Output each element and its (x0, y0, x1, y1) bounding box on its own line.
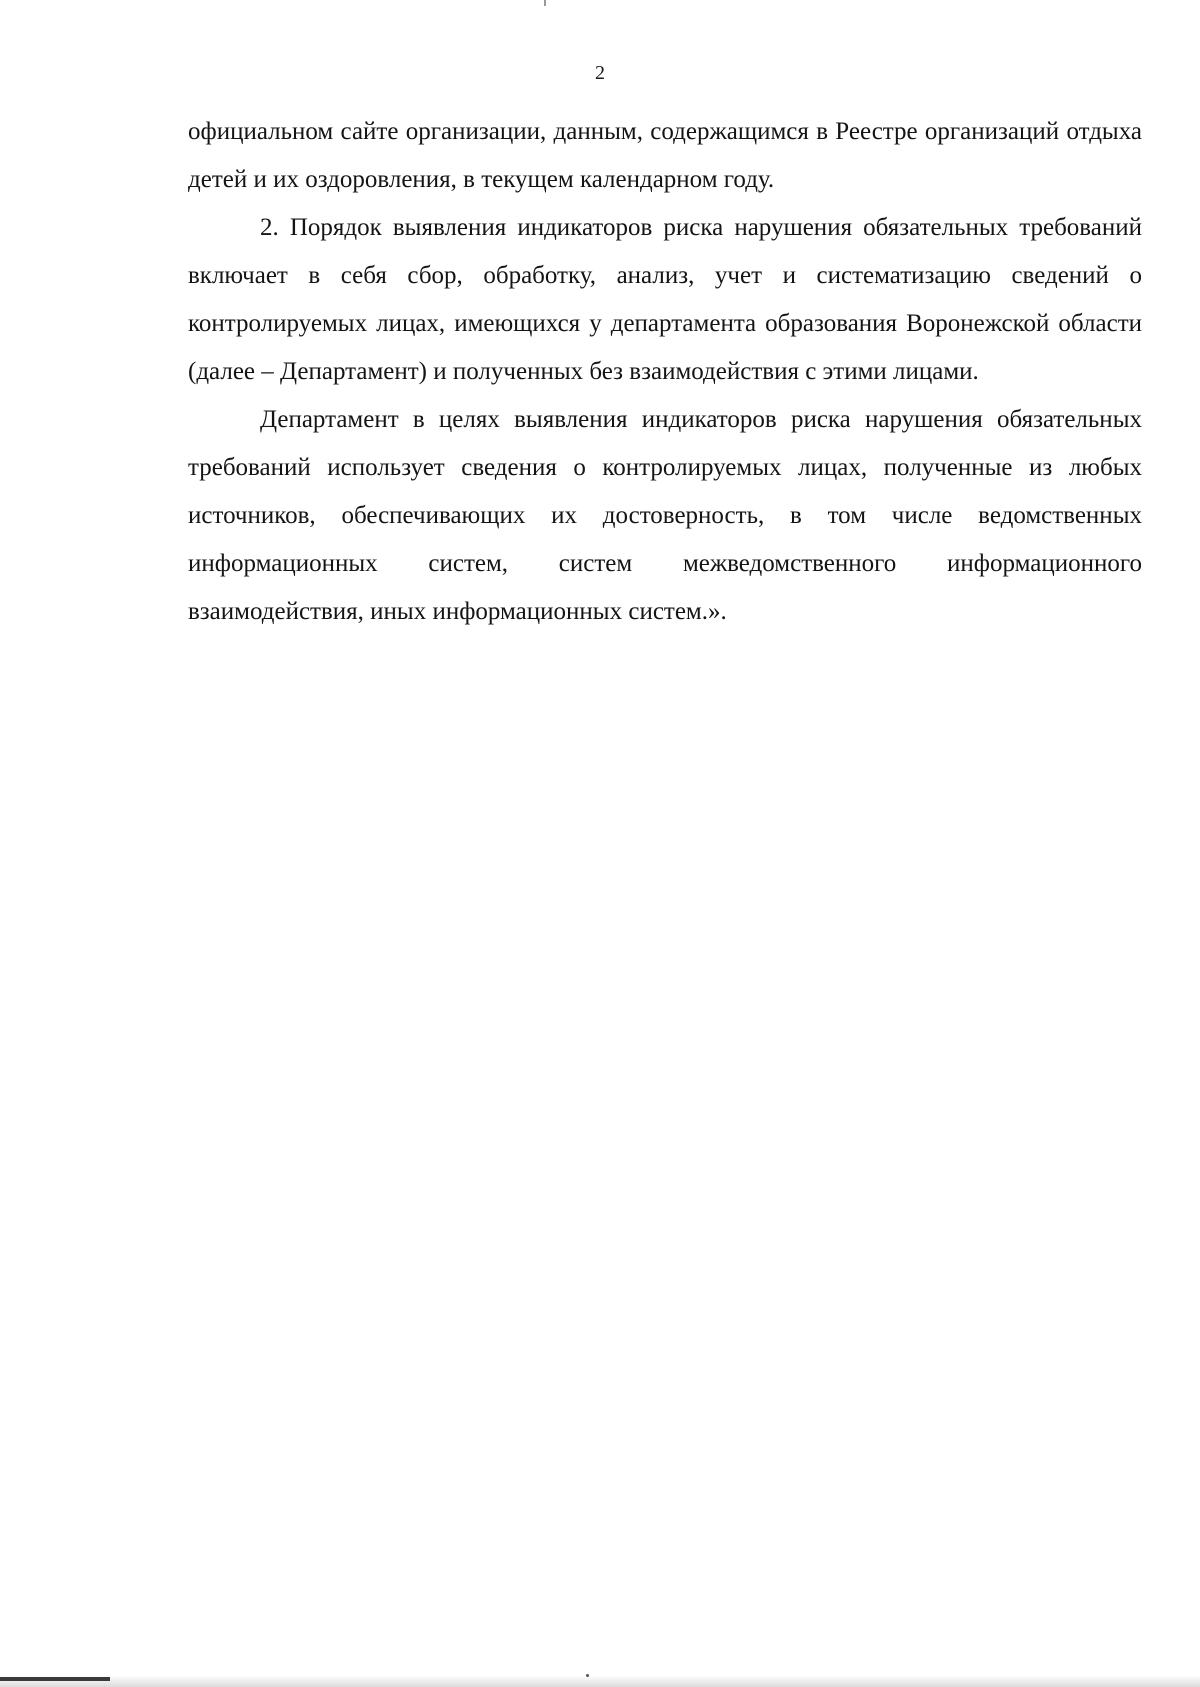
scan-dot (586, 1674, 589, 1677)
paragraph-continuation: официальном сайте организации, данным, содержащимся в Реестре организаций отдыха детей и их оздоровления, в текущем календарном году. (188, 118, 1142, 193)
document-body (188, 108, 1142, 636)
paragraph-department: Департамент в целях выявления индикаторов риска нарушения обязательных требований использует сведения о контролируемых лицах, полученные из любых источников, обеспечивающих их достоверность, в том числе ведомственных информационных систем, систем межведомственного информационного взаимодействия, иных информационных систем.». (188, 406, 1142, 625)
scan-mark (544, 0, 546, 6)
page-number: 2 (595, 62, 605, 84)
scan-bar (0, 1677, 110, 1681)
paragraph-item-2: 2. Порядок выявления индикаторов риска нарушения обязательных требований включает в себя сбор, обработку, анализ, учет и систематизацию сведений о контролируемых лицах, имеющихся у департамента образования Воронежской области (далее – Департамент) и полученных без взаимодействия с этими лицами. (188, 214, 1142, 385)
scan-edge (0, 1675, 1200, 1687)
